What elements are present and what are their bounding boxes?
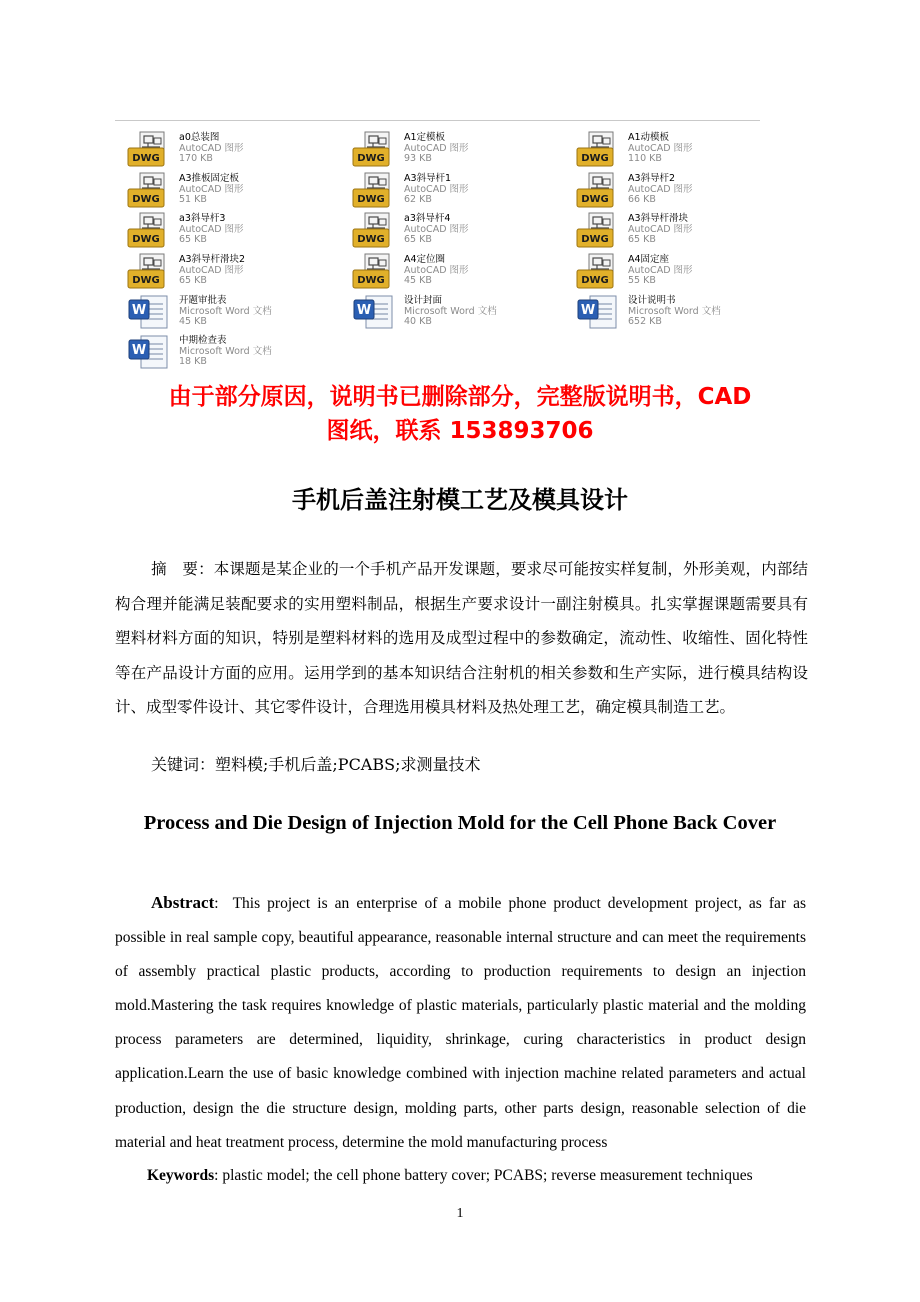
file-name: 中期检查表 bbox=[179, 335, 227, 346]
file-type: Microsoft Word 文档 bbox=[404, 305, 497, 317]
file-type: AutoCAD 图形 bbox=[628, 264, 693, 276]
notice-line-2: 图纸，联系 153893706 bbox=[326, 418, 594, 444]
file-type: AutoCAD 图形 bbox=[628, 183, 693, 195]
svg-text:DWG: DWG bbox=[357, 234, 385, 245]
svg-text:DWG: DWG bbox=[132, 275, 160, 286]
file-item[interactable] bbox=[115, 127, 330, 167]
file-name: A4定位圈 bbox=[404, 254, 446, 265]
file-name: A3斜导杆2 bbox=[628, 173, 676, 184]
file-size: 65 KB bbox=[404, 234, 432, 245]
keywords-english-text: : plastic model; the cell phone battery cover; PCABS; reverse measurement techniques bbox=[214, 1167, 753, 1184]
svg-text:DWG: DWG bbox=[581, 234, 609, 245]
file-name: a3斜导杆4 bbox=[404, 213, 451, 224]
abstract-english bbox=[115, 886, 806, 1160]
page-title-english: Process and Die Design of Injection Mold for the Cell Phone Back Cover bbox=[143, 812, 777, 834]
file-item[interactable] bbox=[564, 249, 779, 289]
dwg-file-icon bbox=[352, 253, 398, 289]
file-item[interactable] bbox=[115, 208, 330, 248]
svg-text:DWG: DWG bbox=[132, 153, 160, 164]
file-size: 40 KB bbox=[404, 316, 432, 327]
svg-text:DWG: DWG bbox=[357, 153, 385, 164]
file-type: AutoCAD 图形 bbox=[404, 183, 469, 195]
file-name: A4固定座 bbox=[628, 254, 670, 265]
file-item[interactable] bbox=[340, 168, 555, 208]
dwg-file-icon bbox=[127, 131, 173, 167]
file-size: 51 KB bbox=[179, 194, 207, 205]
svg-text:DWG: DWG bbox=[357, 194, 385, 205]
svg-text:W: W bbox=[131, 343, 147, 358]
svg-text:W: W bbox=[580, 303, 596, 318]
file-type: AutoCAD 图形 bbox=[179, 264, 244, 276]
dwg-file-icon bbox=[127, 212, 173, 248]
keywords-english-label: Keywords bbox=[147, 1167, 215, 1184]
svg-text:W: W bbox=[356, 303, 372, 318]
file-type: AutoCAD 图形 bbox=[628, 223, 693, 235]
abstract-chinese bbox=[115, 552, 808, 725]
file-type: Microsoft Word 文档 bbox=[179, 305, 272, 317]
page-title-chinese: 手机后盖注射模工艺及模具设计 bbox=[292, 486, 628, 514]
file-name: A1定模板 bbox=[404, 132, 446, 143]
file-name: 设计封面 bbox=[404, 295, 443, 306]
dwg-file-icon bbox=[352, 172, 398, 208]
file-type: AutoCAD 图形 bbox=[628, 142, 693, 154]
keywords-chinese-text: 塑料模;手机后盖;PCABS;求测量技术 bbox=[215, 755, 481, 774]
file-name: 设计说明书 bbox=[628, 295, 676, 306]
file-size: 170 KB bbox=[179, 153, 213, 164]
file-item[interactable] bbox=[115, 168, 330, 208]
keywords-english bbox=[147, 1162, 827, 1190]
file-item[interactable] bbox=[564, 168, 779, 208]
file-item[interactable] bbox=[115, 249, 330, 289]
file-size: 45 KB bbox=[179, 316, 207, 327]
file-size: 66 KB bbox=[628, 194, 656, 205]
abstract-chinese-label: 摘 要： bbox=[151, 560, 214, 578]
file-name: A3推板固定板 bbox=[179, 173, 240, 184]
file-type: AutoCAD 图形 bbox=[179, 142, 244, 154]
word-file-icon bbox=[576, 294, 622, 330]
file-size: 62 KB bbox=[404, 194, 432, 205]
abstract-english-label: Abstract bbox=[151, 893, 215, 912]
word-file-icon bbox=[127, 294, 173, 330]
abstract-chinese-text: 本课题是某企业的一个手机产品开发课题，要求尽可能按实样复制，外形美观，内部结构合理并能满足装配要求的实用塑料制品，根据生产要求设计一副注射模具。扎实掌握课题需要具有塑料材料方面的知识，特别是塑料材料的选用及成型过程中的参数确定，流动性、收缩性、固化特性等在产品设计方面的应用。运用学到的基本知识结合注射机的相关参数和生产实际，进行模具结构设计、成型零件设计、其它零件设计，合理选用模具材料及热处理工艺，确定模具制造工艺。 bbox=[115, 560, 808, 717]
svg-text:DWG: DWG bbox=[132, 234, 160, 245]
file-size: 55 KB bbox=[628, 275, 656, 286]
dwg-file-icon bbox=[576, 172, 622, 208]
file-item[interactable] bbox=[340, 290, 555, 330]
word-file-icon bbox=[352, 294, 398, 330]
file-size: 65 KB bbox=[628, 234, 656, 245]
keywords-chinese bbox=[151, 748, 811, 782]
notice-line-1: 由于部分原因，说明书已删除部分，完整版说明书，CAD bbox=[168, 384, 752, 410]
file-explorer-panel bbox=[115, 120, 760, 371]
page-number: 1 bbox=[456, 1206, 464, 1221]
file-size: 93 KB bbox=[404, 153, 432, 164]
file-size: 65 KB bbox=[179, 275, 207, 286]
file-name: A1动模板 bbox=[628, 132, 670, 143]
file-name: A3斜导杆滑块2 bbox=[179, 254, 246, 265]
word-file-icon bbox=[127, 334, 173, 370]
file-name: 开题审批表 bbox=[179, 295, 227, 306]
file-item[interactable] bbox=[564, 208, 779, 248]
svg-text:DWG: DWG bbox=[357, 275, 385, 286]
file-type: AutoCAD 图形 bbox=[179, 223, 244, 235]
dwg-file-icon bbox=[352, 131, 398, 167]
file-type: AutoCAD 图形 bbox=[404, 264, 469, 276]
file-type: Microsoft Word 文档 bbox=[628, 305, 721, 317]
file-type: Microsoft Word 文档 bbox=[179, 345, 272, 357]
file-item[interactable] bbox=[340, 249, 555, 289]
file-item[interactable] bbox=[115, 290, 330, 330]
file-name: a0总装图 bbox=[179, 132, 220, 143]
abstract-english-sep: : bbox=[214, 895, 219, 912]
abstract-english-text: This project is an enterprise of a mobile phone product development project, as far as possible in real sample copy, beautiful appearance, reasonable internal structure and can meet the requirements of assembly practical plastic products, according to production requirements to design an injection mold.Mastering the task requires knowledge of plastic materials, particularly plastic material and the molding process parameters are determined, liquidity, shrinkage, curing characteristics in product design application.Learn the use of basic knowledge combined with injection machine related parameters and actual production, design the die structure design, molding parts, other parts design, reasonable selection of die material and heat treatment process, determine the mold manufacturing process bbox=[115, 895, 806, 1151]
file-item[interactable] bbox=[340, 127, 555, 167]
file-item[interactable] bbox=[564, 127, 779, 167]
dwg-file-icon bbox=[127, 172, 173, 208]
svg-text:DWG: DWG bbox=[581, 153, 609, 164]
file-name: A3斜导杆1 bbox=[404, 173, 452, 184]
file-type: AutoCAD 图形 bbox=[404, 223, 469, 235]
keywords-chinese-label: 关键词： bbox=[151, 755, 216, 774]
file-name: a3斜导杆3 bbox=[179, 213, 226, 224]
dwg-file-icon bbox=[352, 212, 398, 248]
file-name: A3斜导杆滑块 bbox=[628, 213, 689, 224]
file-item[interactable] bbox=[115, 330, 330, 370]
file-size: 65 KB bbox=[179, 234, 207, 245]
svg-text:DWG: DWG bbox=[581, 275, 609, 286]
file-size: 45 KB bbox=[404, 275, 432, 286]
file-size: 18 KB bbox=[179, 356, 207, 367]
svg-text:DWG: DWG bbox=[132, 194, 160, 205]
dwg-file-icon bbox=[576, 212, 622, 248]
file-item[interactable] bbox=[340, 208, 555, 248]
svg-text:DWG: DWG bbox=[581, 194, 609, 205]
file-size: 110 KB bbox=[628, 153, 662, 164]
dwg-file-icon bbox=[576, 131, 622, 167]
file-type: AutoCAD 图形 bbox=[404, 142, 469, 154]
dwg-file-icon bbox=[576, 253, 622, 289]
svg-text:W: W bbox=[131, 303, 147, 318]
file-item[interactable] bbox=[564, 290, 779, 330]
file-type: AutoCAD 图形 bbox=[179, 183, 244, 195]
file-size: 652 KB bbox=[628, 316, 662, 327]
dwg-file-icon bbox=[127, 253, 173, 289]
